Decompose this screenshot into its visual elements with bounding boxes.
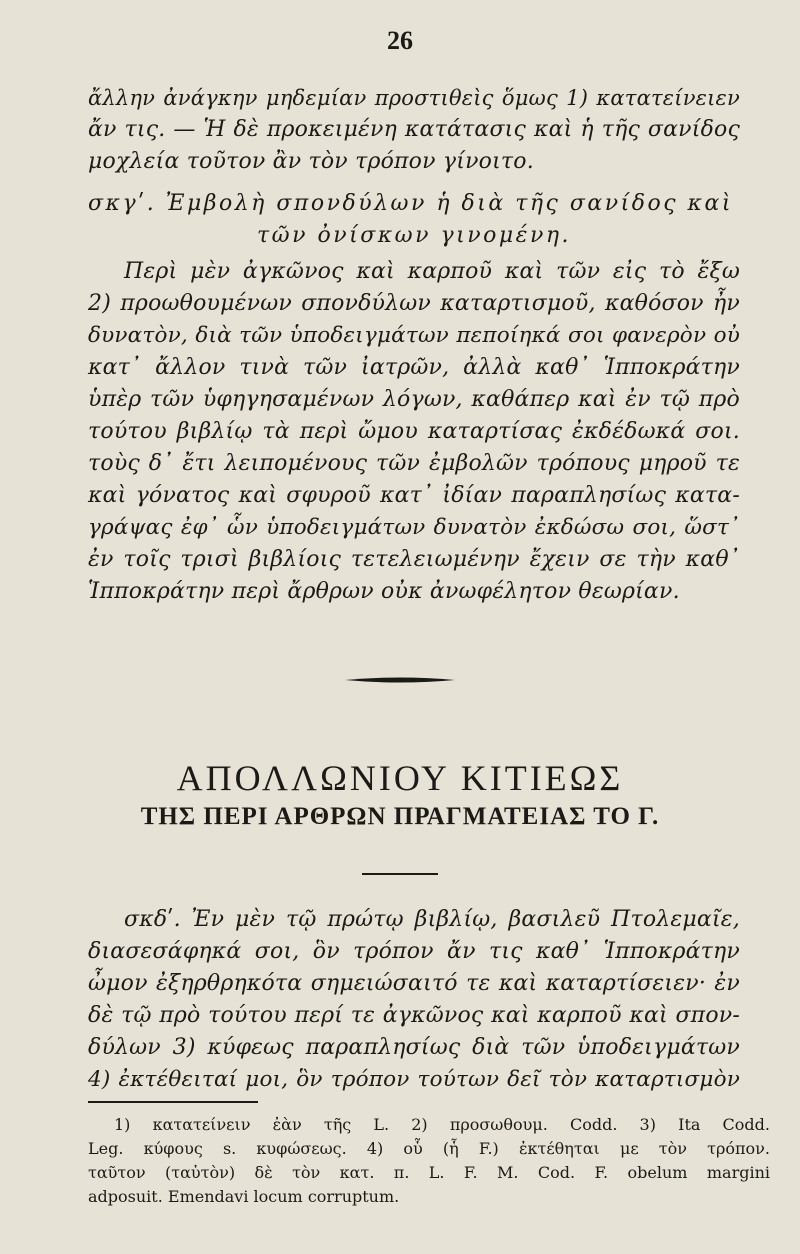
- chapter-subtitle: ΤΗΣ ΠΕΡΙ ΑΡΘΡΩΝ ΠΡΑΓΜΑΤΕΙΑΣ ΤΟ Γ.: [140, 803, 660, 830]
- text-line: ἐν τοῖς τρισὶ βιβλίοις τετελειωμένην ἔχειν σε τὴν καθ᾽: [88, 547, 740, 572]
- text-line: ἄλλην ἀνάγκην μηδεμίαν προστιθεὶς ὅμως 1) κατατείνειεν: [88, 86, 740, 110]
- footnote-line: ταῦτον (ταὐτὸν) δὲ τὸν κατ. π. L. F. M. Cod. F. obelum margini: [88, 1163, 770, 1182]
- section-heading-line: σκγʹ. Ἐμβολὴ σπονδύλων ἡ διὰ τῆς σανίδος καὶ: [88, 191, 733, 216]
- footnotes: [88, 1113, 770, 1209]
- ornamental-rule: [345, 676, 455, 684]
- footnote-line: Leg. κύφους s. κυφώσεως. 4) οὗ (ἧ F.) ἐκτέθηται με τὸν τρόπον.: [88, 1139, 770, 1158]
- text-line: ἄν τις. — Ἡ δὲ προκειμένη κατάτασις καὶ ἡ τῆς σανίδος: [88, 117, 740, 142]
- footnote-line: 1) κατατείνειν ἐὰν τῆς L. 2) προσωθουμ. Codd. 3) Ita Codd.: [114, 1115, 770, 1134]
- text-line: γράψας ἐφ᾽ ὧν ὑποδειγμάτων δυνατὸν ἐκδώσω σοι, ὥστ᾽: [88, 515, 740, 540]
- text-line: μοχλεία τοῦτον ἂν τὸν τρόπον γίνοιτο.: [88, 149, 534, 174]
- middle-paragraph: [88, 256, 740, 608]
- footnote-line: adposuit. Emendavi locum corruptum.: [88, 1187, 400, 1206]
- text-line: δύλων 3) κύφεως παραπλησίως διὰ τῶν ὑποδειγμάτων: [88, 1035, 740, 1060]
- text-line: Περὶ μὲν ἀγκῶνος καὶ καρποῦ καὶ τῶν εἰς τὸ ἔξω: [124, 259, 740, 284]
- text-line: διασεσάφηκά σοι, ὃν τρόπον ἄν τις καθ᾽ Ἱπποκράτην: [88, 939, 740, 964]
- page-number: 26: [387, 26, 413, 55]
- text-line: κατ᾽ ἄλλον τινὰ τῶν ἰατρῶν, ἀλλὰ καθ᾽ Ἱπποκράτην: [88, 355, 740, 380]
- text-line: δυνατὸν, διὰ τῶν ὑποδειγμάτων πεποίηκά σοι φανερὸν οὐ: [88, 323, 740, 348]
- text-line: 4) ἐκτέθειταί μοι, ὃν τρόπον τούτων δεῖ τὸν καταρτισμὸν: [88, 1067, 740, 1092]
- text-line: ὦμον ἐξηρθρηκότα σημειώσαιτό τε καὶ καταρτίσειεν· ἐν: [88, 971, 740, 996]
- bottom-paragraph: [88, 904, 740, 1096]
- title-rule: [362, 873, 438, 875]
- text-line: δὲ τῷ πρὸ τούτου περί τε ἀγκῶνος καὶ καρποῦ καὶ σπον-: [88, 1003, 740, 1028]
- text-line: τούτου βιβλίῳ τὰ περὶ ὤμου καταρτίσας ἐκδέδωκά σοι.: [88, 419, 740, 444]
- text-line: τοὺς δ᾽ ἔτι λειπομένους τῶν ἐμβολῶν τρόπους μηροῦ τε: [88, 451, 740, 476]
- text-line: 2) προωθουμένων σπονδύλων καταρτισμοῦ, καθόσον ἦν: [88, 291, 740, 316]
- text-line: Ἱπποκράτην περὶ ἄρθρων οὐκ ἀνωφέλητον θεωρίαν.: [88, 579, 680, 604]
- text-line: σκδʹ. Ἐν μὲν τῷ πρώτῳ βιβλίῳ, βασιλεῦ Πτολεμαῖε,: [124, 907, 740, 932]
- top-paragraph: [88, 82, 740, 178]
- chapter-title: ΑΠΟΛΛΩΝΙΟΥ ΚΙΤΙΕΩΣ: [176, 758, 624, 798]
- text-line: καὶ γόνατος καὶ σφυροῦ κατ᾽ ἰδίαν παραπλησίως κατα-: [88, 483, 740, 508]
- text-line: ὑπὲρ τῶν ὑφηγησαμένων λόγων, καθάπερ καὶ ἐν τῷ πρὸ: [88, 387, 740, 412]
- section-heading: [88, 188, 740, 252]
- section-heading-line: τῶν ὀνίσκων γινομένη.: [256, 223, 572, 248]
- footnote-rule: [88, 1101, 258, 1103]
